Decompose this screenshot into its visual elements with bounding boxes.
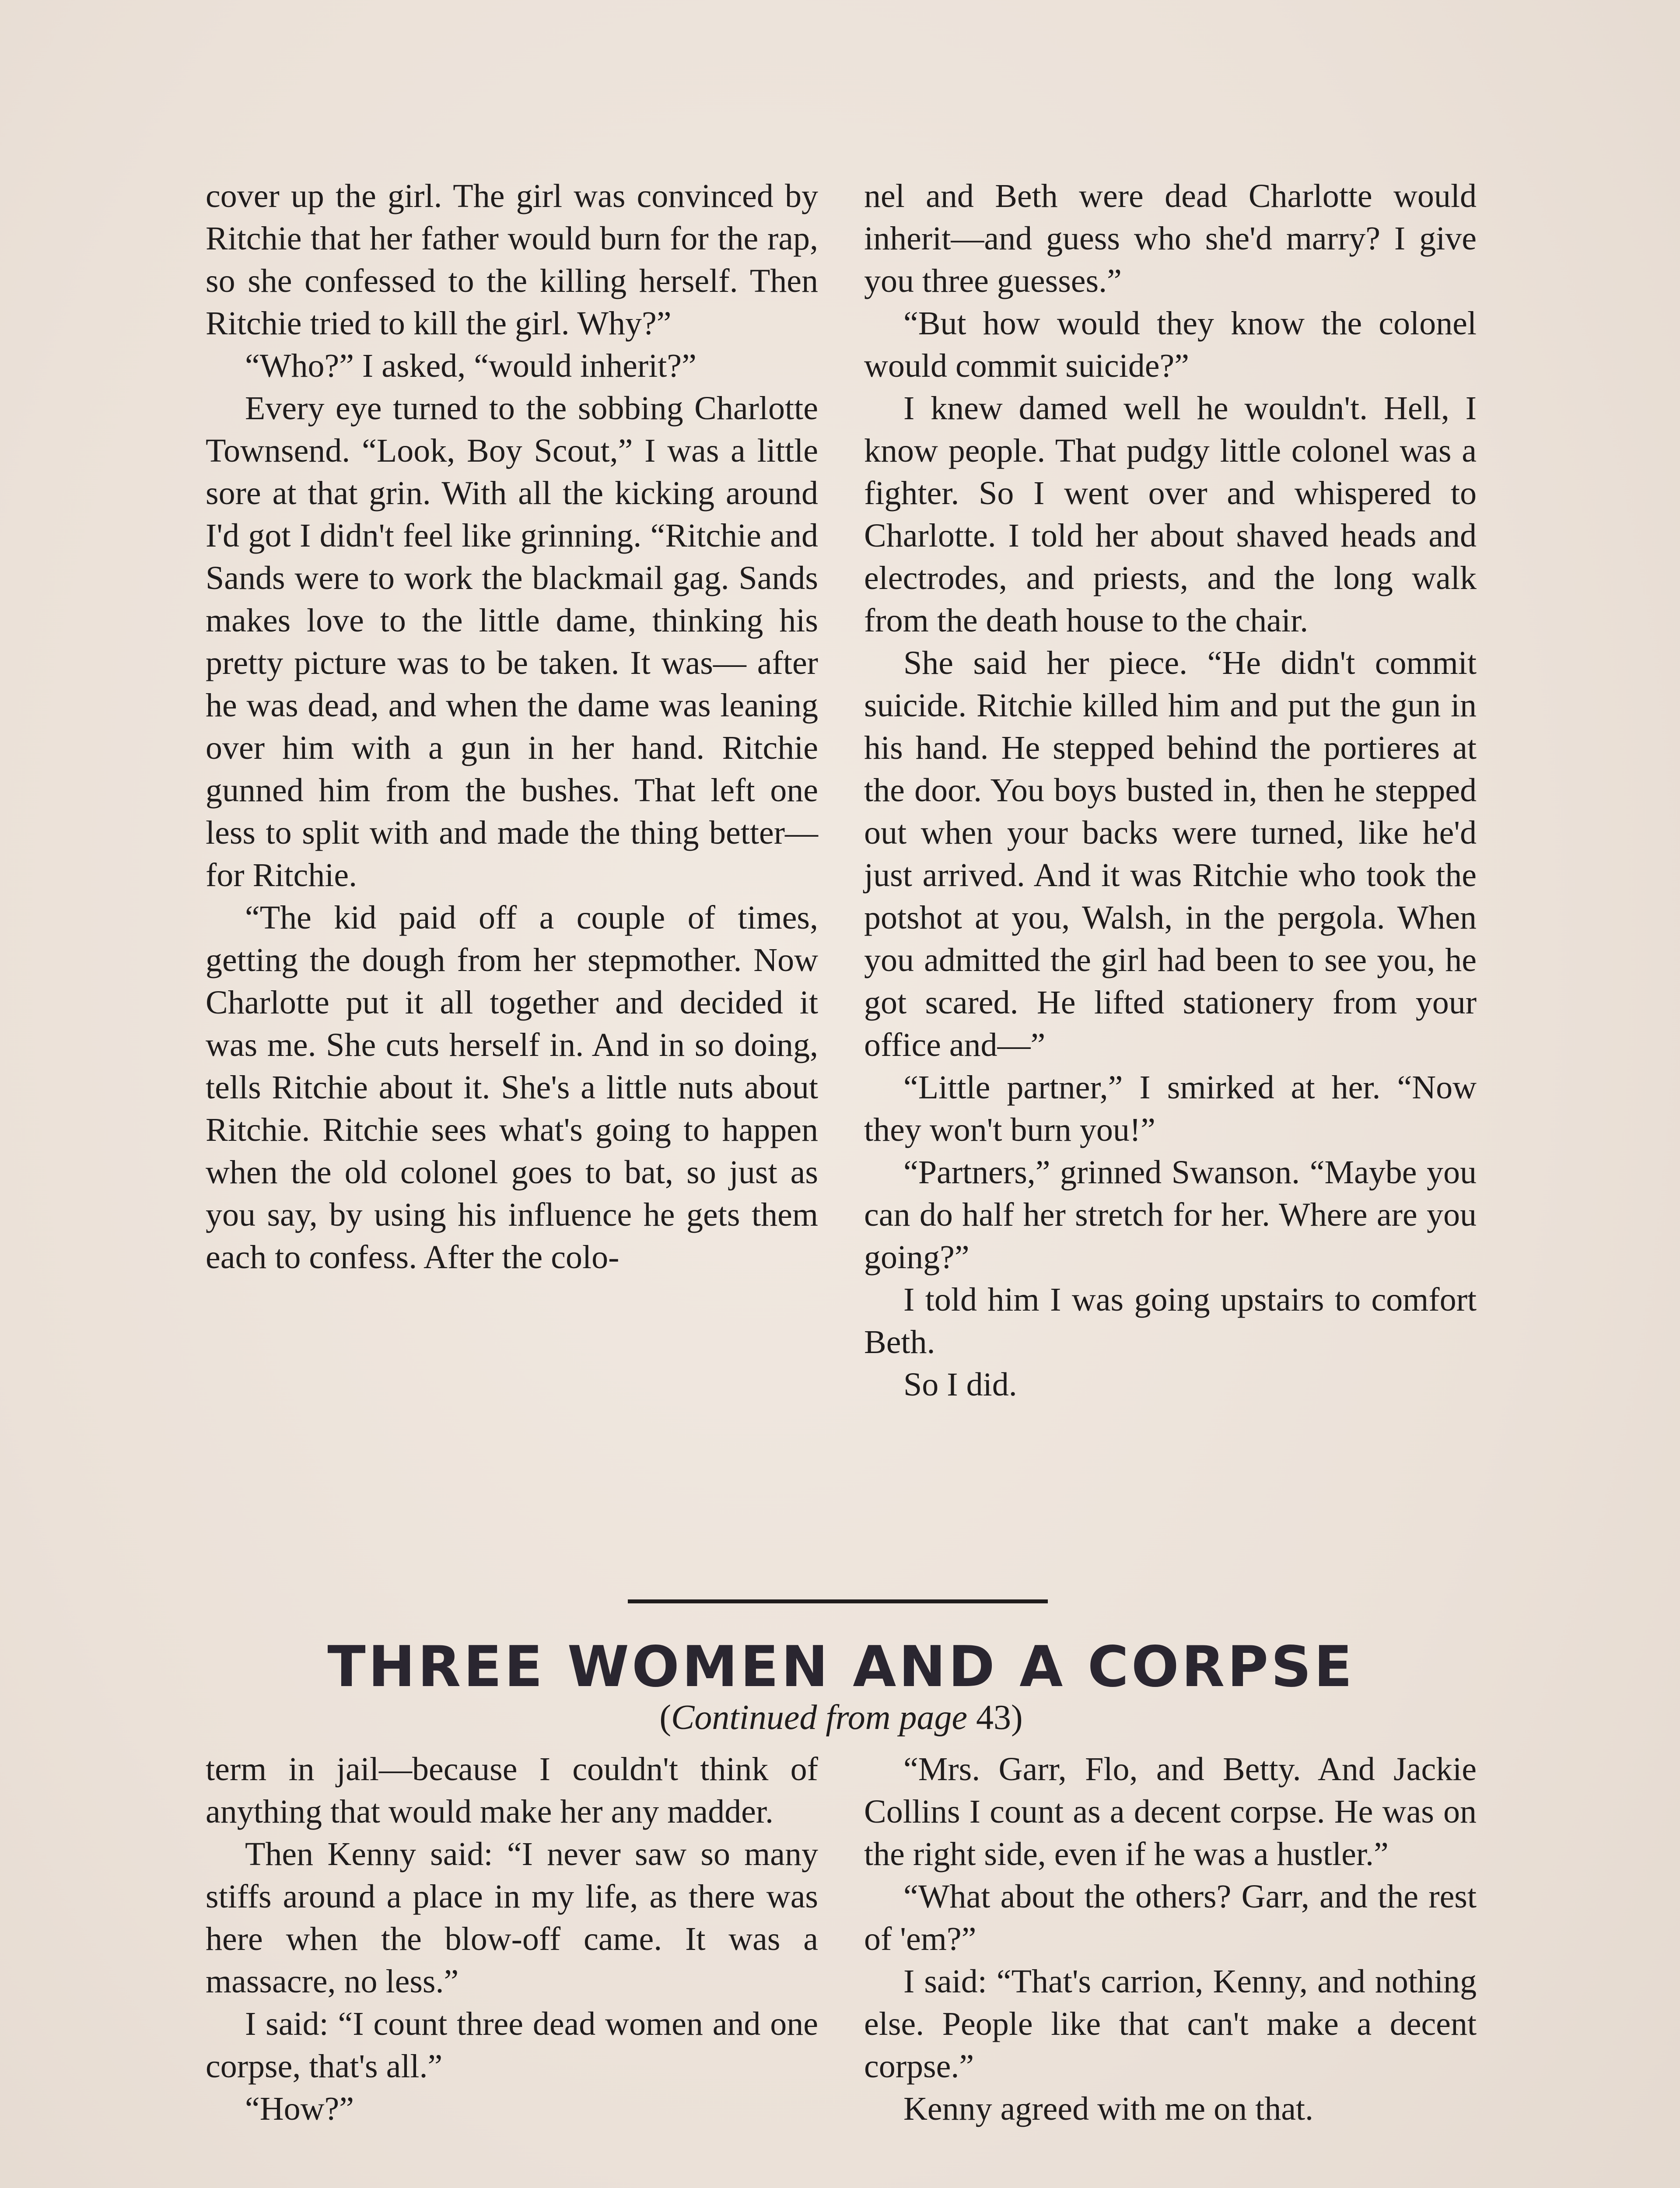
paragraph: “What about the others? Garr, and the rest of 'em?” (864, 1878, 1477, 1957)
paragraph: cover up the girl. The girl was convinced by Ritchie that her father would burn for the rap, so she confessed to the killing herself. Then Ritchie tried to kill the girl. Why?” (206, 178, 818, 342)
story-column-bottom-right (864, 1748, 1477, 2130)
paragraph: I said: “I count three dead women and one corpse, that's all.” (206, 2006, 818, 2085)
paragraph: “Little partner,” I smirked at her. “Now they won't burn you!” (864, 1069, 1477, 1148)
continuation-note: (Continued from page 43) (659, 1698, 1023, 1737)
paragraph: term in jail—because I couldn't think of anything that would make her any madder. (206, 1751, 818, 1830)
paragraph: So I did. (903, 1366, 1017, 1403)
paragraph: She said her piece. “He didn't commit suicide. Ritchie killed him and put the gun in his hand. He stepped behind the portieres at the door. You boys busted in, then he stepped out when your backs were turned, like he'd just arrived. And it was Ritchie who took the potshot at you, Walsh, in the pergola. When you admitted the girl had been to see you, he got scared. He lifted stationery from your office and—” (864, 645, 1477, 1063)
paragraph: “Who?” I asked, “would inherit?” (245, 347, 696, 384)
paragraph: “The kid paid off a couple of times, getting the dough from her stepmother. Now Charlotte put it all together and decided it was me. She cuts herself in. And in so doing, tells Ritchie about it. She's a little nuts about Ritchie. Ritchie sees what's going to happen when the old colonel goes to bat, so just as you say, by using his influence he gets them each to confess. After the colo- (206, 899, 818, 1276)
paragraph: Kenny agreed with me on that. (903, 2090, 1314, 2127)
paragraph: I told him I was going upstairs to comfort Beth. (864, 1281, 1477, 1360)
paragraph: “But how would they know the colonel would commit suicide?” (864, 305, 1477, 384)
story-column-bottom-left (206, 1748, 818, 2130)
paragraph: “How?” (245, 2090, 354, 2127)
continued-page-number: 43 (976, 1698, 1011, 1737)
story-column-top-left (206, 175, 818, 1279)
paragraph: I said: “That's carrion, Kenny, and nothing else. People like that can't make a decent corpse.” (864, 1963, 1477, 2085)
paragraph: nel and Beth were dead Charlotte would inherit—and guess who she'd marry? I give you three guesses.” (864, 178, 1477, 299)
story-title: THREE WOMEN AND A CORPSE (327, 1634, 1355, 1700)
paragraph: Every eye turned to the sobbing Charlotte Townsend. “Look, Boy Scout,” I was a little sore at that grin. With all the kicking around I'd got I didn't feel like grinning. “Ritchie and Sands were to work the blackmail gag. Sands makes love to the little dame, thinking his pretty picture was to be taken. It was— after he was dead, and when the dame was leaning over him with a gun in her hand. Ritchie gunned him from the bushes. That left one less to split with and made the thing better—for Ritchie. (206, 390, 818, 894)
story-column-top-right (864, 175, 1477, 1406)
paragraph: “Mrs. Garr, Flo, and Betty. And Jackie Collins I count as a decent corpse. He was on the right side, even if he was a hustler.” (864, 1751, 1477, 1872)
continued-label: Continued from page (671, 1698, 967, 1737)
paragraph: “Partners,” grinned Swanson. “Maybe you can do half her stretch for her. Where are you going?” (864, 1154, 1477, 1276)
paragraph: Then Kenny said: “I never saw so many stiffs around a place in my life, as there was here when the blow-off came. It was a massacre, no less.” (206, 1836, 818, 2000)
paragraph: I knew damed well he wouldn't. Hell, I know people. That pudgy little colonel was a fighter. So I went over and whispered to Charlotte. I told her about shaved heads and electrodes, and priests, and the long walk from the death house to the chair. (864, 390, 1477, 639)
section-divider (628, 1599, 1048, 1603)
